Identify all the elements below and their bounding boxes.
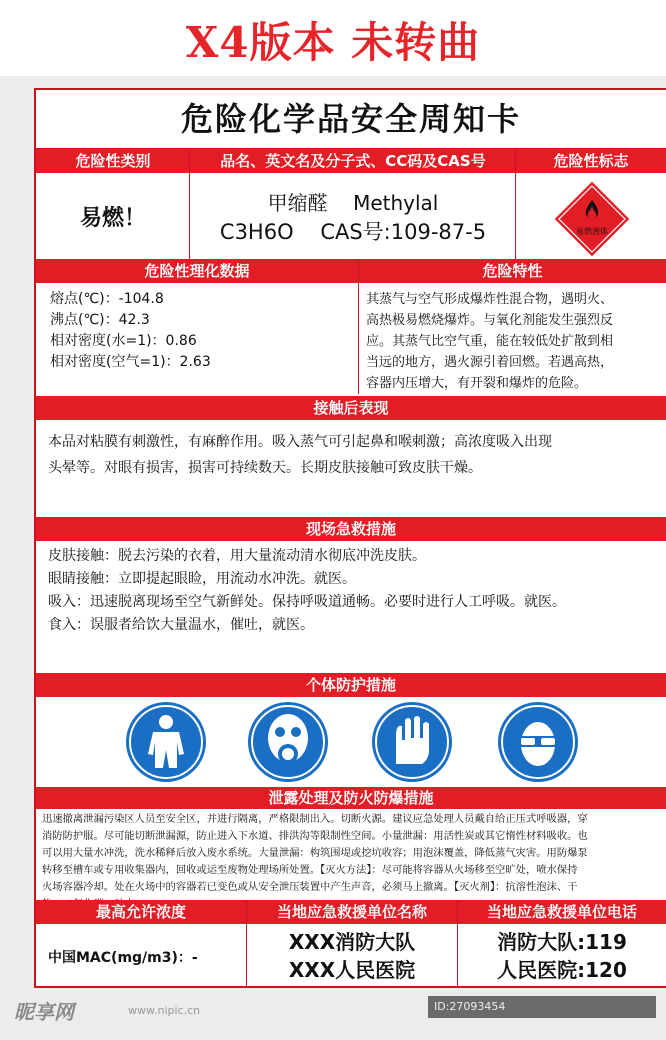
leak-line: 迅速撤离泄漏污染区人员至安全区，并进行隔离，严格限制出入。切断火源。建议应急处理人员戴自给正压式呼吸器，穿 [42, 813, 588, 825]
first-aid-inhalation: 吸入：迅速脱离现场至空气新鲜处。保持呼吸道通畅。必要时进行人工呼吸。就医。 [48, 594, 566, 610]
rescue-phone-hospital: 人民医院:120 [497, 958, 627, 982]
boiling-point: 沸点(℃)：42.3 [50, 312, 150, 328]
hazard-props-header: 危险特性 [359, 259, 666, 283]
flammable-liquid-sign-icon [553, 180, 631, 258]
hazard-props-line: 当远的地方，遇火源引着回燃。若遇高热， [366, 355, 614, 370]
hazard-props-line: 其蒸气与空气形成爆炸性混合物，遇明火、 [366, 292, 614, 307]
watermark-logo: 昵享网 [14, 1000, 74, 1024]
contact-header: 接触后表现 [36, 396, 666, 420]
hazard-props-line: 容器内压增大，有开裂和爆炸的危险。 [366, 376, 588, 391]
contact-line: 头晕等。对眼有损害，损害可持续数天。长期皮肤接触可致皮肤干燥。 [48, 460, 482, 476]
version-banner-text: X4版本 未转曲 [185, 18, 481, 67]
card-title: 危险化学品安全周知卡 [36, 90, 666, 149]
first-aid-ingestion: 食入：误服者给饮大量温水，催吐，就医。 [48, 617, 314, 633]
rescue-unit-fire: XXX消防大队 [288, 930, 416, 954]
first-aid-header: 现场急救措施 [36, 517, 666, 541]
hazard-props-line: 应。其蒸气比空气重，能在较低处扩散到相 [366, 334, 614, 349]
rescue-phone-fire: 消防大队:119 [497, 930, 627, 954]
leak-line: 火场容器冷却。处在火场中的容器若已变色或从安全泄压装置中产生声音，必须马上撤离。【灭火剂】：抗溶性泡沫、干 [42, 881, 578, 893]
names-header: 品名、英文名及分子式、CC码及CAS号 [220, 152, 486, 170]
protective-suit-icon [126, 702, 206, 782]
rescue-unit-hospital: XXX人民医院 [288, 958, 416, 982]
mac-value: 中国MAC(mg/m3)：- [48, 950, 198, 966]
density-air: 相对密度(空气=1)：2.63 [50, 354, 211, 370]
sign-label: 易燃液体 [576, 227, 608, 236]
hazard-category-value: 易燃！ [80, 206, 147, 231]
gloves-icon [372, 702, 452, 782]
hazard-sign-header: 危险性标志 [553, 152, 629, 170]
mac-header: 最高允许浓度 [36, 900, 246, 924]
leak-header: 泄露处理及防火防爆措施 [36, 787, 666, 809]
top-banner [0, 0, 666, 76]
leak-line: 消防防护服。尽可能切断泄漏源，防止进入下水道、排洪沟等限制性空间。小量泄漏：用活性炭或其它惰性材料吸收。也 [42, 830, 588, 842]
product-name: 甲缩醛 Methylal [267, 191, 439, 215]
hazard-props-line: 高热极易燃烧爆炸。与氧化剂能发生强烈反 [366, 313, 614, 328]
watermark-id: ID:27093454 NO:20210324115205672039 [428, 996, 656, 1018]
first-aid-eyes: 眼睛接触：立即提起眼睑，用流动水冲洗。就医。 [48, 571, 356, 587]
leak-line: 转移至槽车或专用收集器内，回收或运至废物处理场所处置。【灭火方法】：尽可能将容器从火场移至空旷处，喷水保持 [42, 864, 578, 876]
divider [358, 259, 359, 394]
rescue-phone-header: 当地应急救援单位电话 [458, 900, 666, 924]
density-water: 相对密度(水=1)：0.86 [50, 333, 197, 349]
leak-line: 可以用大量水冲洗，洗水稀释后放入废水系统。大量泄漏：构筑围堤或挖坑收容；用泡沫覆盖，降低蒸气灾害。用防爆泵 [42, 847, 588, 859]
ppe-header: 个体防护措施 [36, 673, 666, 697]
gas-mask-icon [248, 702, 328, 782]
melting-point: 熔点(℃)：-104.8 [50, 291, 164, 307]
goggles-icon [498, 702, 578, 782]
product-formula-cas: C3H6O CAS号:109-87-5 [219, 220, 487, 244]
rescue-unit-header: 当地应急救援单位名称 [247, 900, 457, 924]
hazard-category-header: 危险性类别 [75, 152, 151, 170]
contact-line: 本品对粘膜有刺激性，有麻醉作用。吸入蒸气可引起鼻和喉刺激；高浓度吸入出现 [48, 434, 552, 450]
safety-card [34, 88, 666, 988]
watermark-site: www.nipic.cn [128, 1004, 201, 1017]
physchem-header: 危险性理化数据 [36, 259, 358, 283]
first-aid-skin: 皮肤接触：脱去污染的衣着，用大量流动清水彻底冲洗皮肤。 [48, 548, 426, 564]
